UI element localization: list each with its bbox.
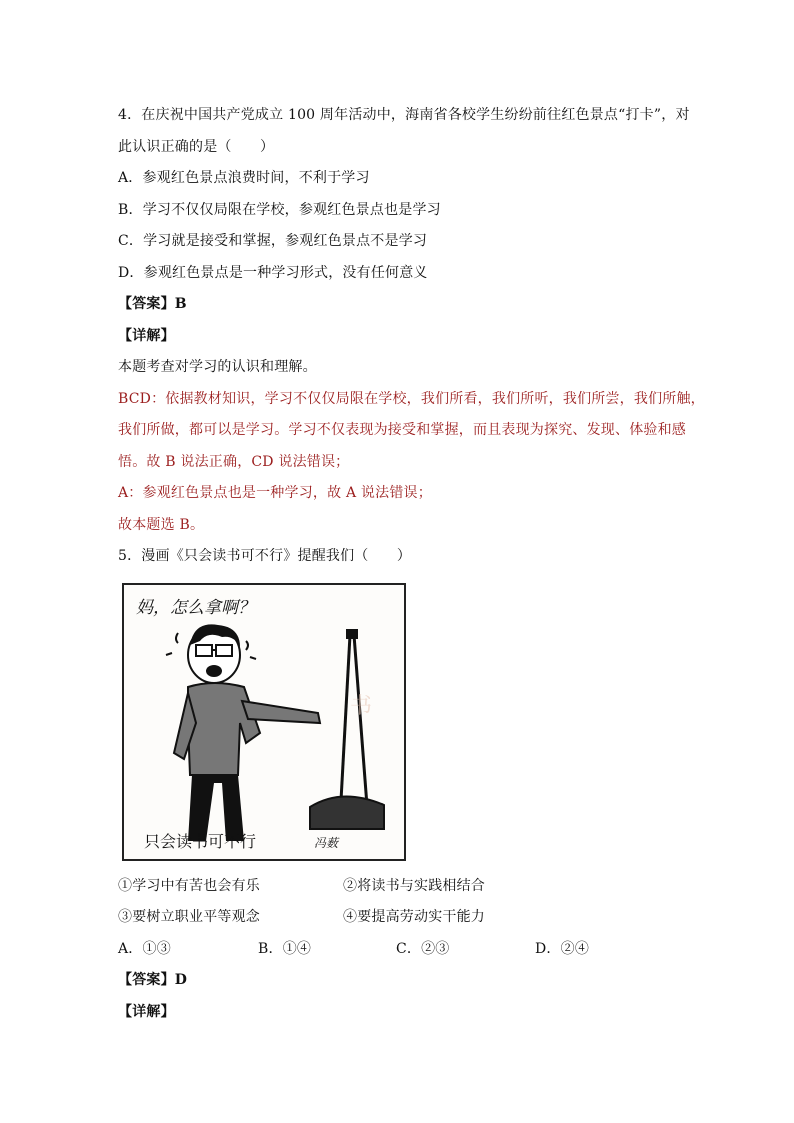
q5-choice-d: D．②④ (535, 940, 590, 957)
q4-stem-line2: 此认识正确的是（ ） (118, 138, 275, 155)
cartoon-caption: 只会读书可不行 (144, 831, 257, 851)
q4-option-a: A．参观红色景点浪费时间，不利于学习 (118, 170, 370, 186)
q4-bcd-line3: 悟。故 B 说法正确，CD 说法错误； (118, 453, 350, 470)
q4-bcd-line2: 我们所做，都可以是学习。学习不仅表现为接受和掌握，而且表现为探究、发现、体验和感 (118, 422, 686, 438)
q4-option-d: D．参观红色景点是一种学习形式，没有任何意义 (118, 264, 428, 281)
q5-statement-2: ②将读书与实践相结合 (343, 877, 485, 894)
cartoon-illustration (122, 583, 406, 861)
q5-stem: 5．漫画《只会读书可不行》提醒我们（ ） (118, 548, 412, 564)
q5-statements-row2 (118, 902, 678, 934)
q5-choice-c: C．②③ (396, 940, 450, 957)
cartoon-speech: 妈，怎么拿啊？ (136, 597, 255, 618)
q5-statements-row1 (118, 871, 678, 903)
q5-choice-b: B．①④ (258, 940, 312, 957)
q4-detail-heading: 【详解】 (118, 327, 175, 344)
q4-option-c: C．学习就是接受和掌握，参观红色景点不是学习 (118, 233, 428, 249)
q4-answer: 【答案】B (118, 296, 187, 312)
q5-choices (118, 934, 678, 966)
q4-stem-line1: 4．在庆祝中国共产党成立 100 周年活动中，海南省各校学生纷纷前往红色景点“打卡”，对 (118, 107, 690, 123)
q5-statement-3: ③要树立职业平等观念 (118, 909, 260, 925)
cartoon-signature: 冯薮 (314, 835, 339, 850)
q5-statement-1: ①学习中有苦也会有乐 (118, 877, 260, 894)
q5-statement-4: ④要提高劳动实干能力 (343, 909, 485, 925)
q4-conclusion: 故本题选 B。 (118, 516, 205, 533)
q4-a-explanation: A：参观红色景点也是一种学习，故 A 说法错误； (118, 485, 432, 501)
document-page (118, 100, 705, 1028)
q5-detail-heading: 【详解】 (118, 1003, 175, 1020)
q5-choice-a: A．①③ (118, 940, 171, 957)
cartoon-image (122, 583, 406, 861)
q4-bcd-line1: BCD：依据教材知识，学习不仅仅局限在学校，我们所看，我们所听，我们所尝，我们所触， (118, 390, 705, 407)
q5-answer: 【答案】D (118, 972, 188, 988)
q4-detail-intro: 本题考查对学习的认识和理解。 (118, 359, 317, 375)
svg-text:书: 书 (350, 693, 373, 719)
q4-option-b: B．学习不仅仅局限在学校，参观红色景点也是学习 (118, 201, 441, 218)
